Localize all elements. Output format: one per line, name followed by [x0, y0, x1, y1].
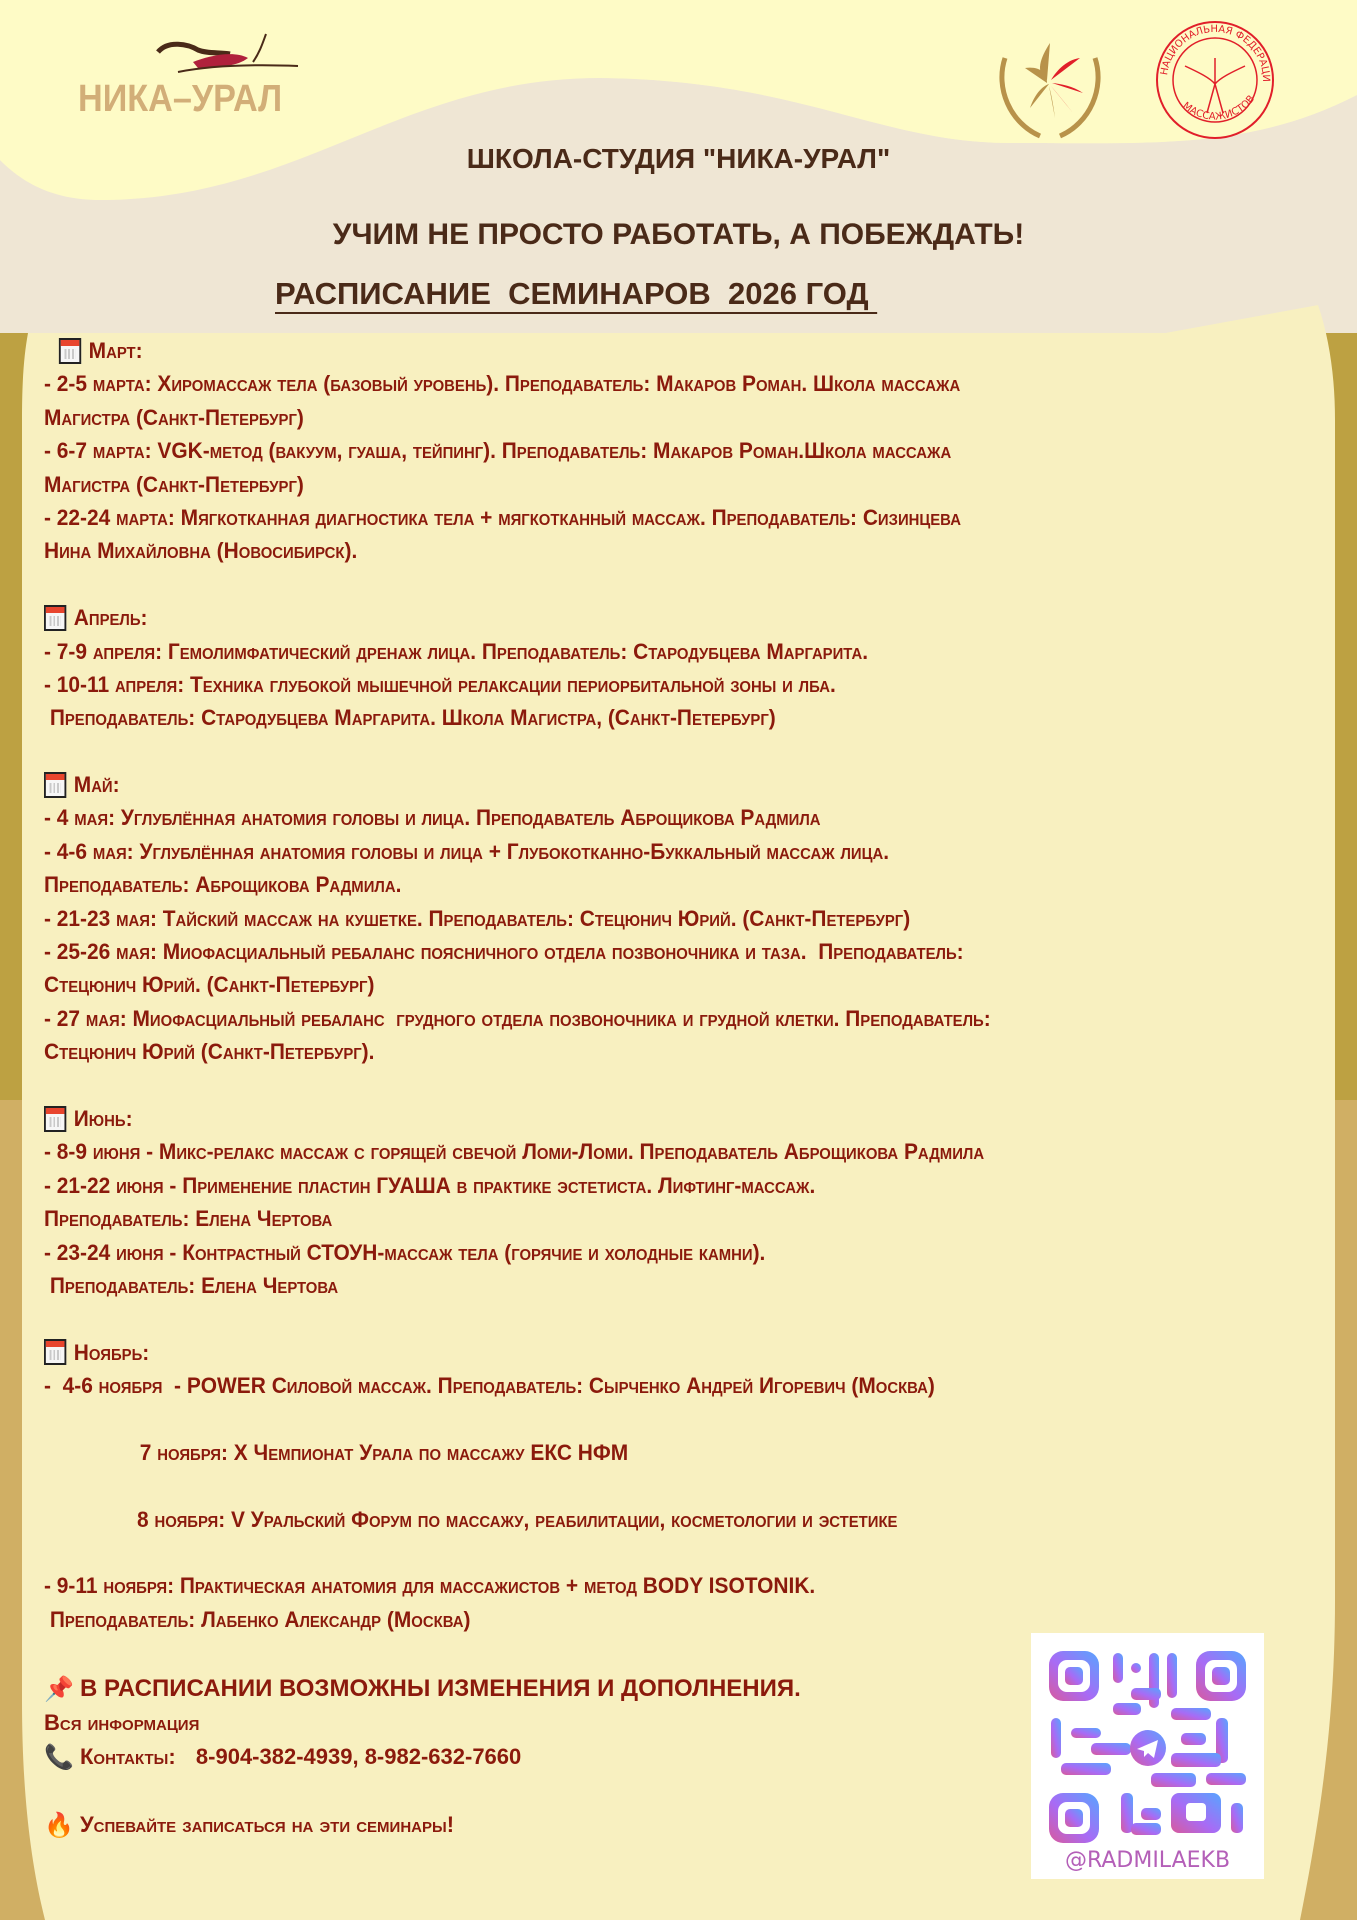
schedule-title: РАСПИСАНИЕ СЕМИНАРОВ 2026 ГОД [275, 276, 878, 311]
info-label: Вся информация [44, 1710, 200, 1735]
seminar-line: Преподаватель: Стародубцева Маргарита. Школа Магистра, (Санкт-Петербург) [44, 705, 776, 731]
contacts: 📞 Контакты: 8-904-382-4939, 8-982-632-7660 [44, 1743, 522, 1771]
phone-icon: 📞 [44, 1743, 74, 1771]
seminar-line: - 23-24 июня - Контрастный СТОУН-массаж тела (горячие и холодные камни). [44, 1239, 766, 1265]
seminar-line: - 21-22 июня - Применение пластин ГУАША в практике эстетиста. Лифтинг-массаж. [44, 1172, 816, 1198]
telegram-handle[interactable]: @RADMILAEKB [1064, 1848, 1231, 1873]
seminar-line: - 27 мая: Миофасциальный ребаланс грудного отдела позвоночника и грудной клетки. Преподаватель: [44, 1005, 991, 1031]
seminar-line: Магистра (Санкт-Петербург) [44, 471, 304, 497]
seminar-line: Преподаватель: Елена Чертова [44, 1206, 333, 1232]
seminar-line: - 7-9 апреля: Гемолимфатический дренаж лица. Преподаватель: Стародубцева Маргарита. [44, 638, 869, 664]
event-line: 8 ноября: V Уральский Форум по массажу, реабилитации, косметологии и эстетике [137, 1506, 898, 1532]
seminar-line: - 21-23 мая: Тайский массаж на кушетке. Преподаватель: Стецюнич Юрий. (Санкт-Петербург) [44, 905, 911, 931]
calendar-icon [44, 1339, 66, 1365]
seminar-line: - 4 мая: Углублённая анатомия головы и лица. Преподаватель Аброщикова Радмила [44, 805, 821, 831]
telegram-qr-code[interactable] [1031, 1633, 1264, 1879]
slogan: УЧИМ НЕ ПРОСТО РАБОТАТЬ, А ПОБЕЖДАТЬ! [332, 218, 1025, 251]
schedule [44, 334, 1314, 1636]
calendar-icon [59, 338, 81, 364]
month-heading-june: Июнь: [44, 1102, 1225, 1135]
month-heading-march: Март: [44, 334, 1225, 367]
logo-text: НИКА–УРАЛ [78, 78, 283, 120]
seminar-line: - 6-7 марта: VGK-метод (вакуум, гуаша, тейпинг). Преподаватель: Макаров Роман.Школа массажа [44, 438, 952, 464]
calendar-icon [44, 772, 66, 798]
contact-phones[interactable]: 8-904-382-4939, 8-982-632-7660 [195, 1744, 522, 1769]
fire-icon: 🔥 [44, 1811, 74, 1839]
seminar-line: Преподаватель: Аброщикова Радмила. [44, 872, 402, 898]
seminar-line: - 4-6 ноября - POWER Силовой массаж. Преподаватель: Сырченко Андрей Игоревич (Москва) [44, 1373, 935, 1399]
notes [44, 1672, 801, 1842]
changes-notice: 📌 В РАСПИСАНИИ ВОЗМОЖНЫ ИЗМЕНЕНИЯ И ДОПОЛНЕНИЯ. [44, 1675, 801, 1703]
seminar-line: - 9-11 ноября: Практическая анатомия для массажистов + метод BODY ISOTONIK. [44, 1573, 816, 1599]
seminar-line: Магистра (Санкт-Петербург) [44, 404, 304, 430]
brand-logo [78, 32, 318, 122]
seminar-line: Стецюнич Юрий. (Санкт-Петербург) [44, 972, 375, 998]
pushpin-icon: 📌 [44, 1675, 74, 1703]
seminar-line: - 10-11 апреля: Техника глубокой мышечной релаксации периорбитальной зоны и лба. [44, 671, 836, 697]
seminar-line: - 25-26 мая: Миофасциальный ребаланс поясничного отдела позвоночника и таза. Преподаватель: [44, 939, 964, 965]
call-to-action: 🔥 Успевайте записаться на эти семинары! [44, 1811, 455, 1839]
school-name: ШКОЛА-СТУДИЯ "НИКА-УРАЛ" [466, 143, 891, 174]
calendar-icon [44, 605, 66, 631]
national-federation-seal-icon [985, 18, 1273, 138]
month-heading-april: Апрель: [44, 601, 1225, 634]
calendar-icon [44, 1106, 66, 1132]
month-heading-november: Ноябрь: [44, 1336, 1225, 1369]
seminar-line: - 8-9 июня - Микс-релакс массаж с горящей свечой Ломи-Ломи. Преподаватель Аброщикова Радмила [44, 1139, 985, 1165]
month-heading-may: Май: [44, 768, 1225, 801]
championship-emblem-icon [1002, 43, 1098, 136]
seminar-line: Нина Михайловна (Новосибирск). [44, 538, 358, 564]
seminar-line: - 22-24 марта: Мягкотканная диагностика тела + мягкотканный массаж. Преподаватель: Сизинцева [44, 504, 961, 530]
masseuse-silhouette-icon [138, 32, 328, 80]
qr-code-icon [1031, 1633, 1264, 1843]
seminar-line: - 4-6 мая: Углублённая анатомия головы и лица + Глубокотканно-Буккальный массаж лица. [44, 838, 890, 864]
event-line: 7 ноября: X Чемпионат Урала по массажу ЕКС НФМ [139, 1439, 629, 1465]
seminar-line: Преподаватель: Елена Чертова [44, 1272, 339, 1298]
svg-text:МАССАЖИСТОВ: МАССАЖИСТОВ [1180, 93, 1258, 123]
seminar-line: Преподаватель: Лабенко Александр (Москва) [44, 1606, 471, 1632]
seminar-line: - 2-5 марта: Хиромассаж тела (базовый уровень). Преподаватель: Макаров Роман. Школа массажа [44, 371, 961, 397]
partner-badges [985, 18, 1285, 143]
svg-text:НАЦИОНАЛЬНАЯ ФЕДЕРАЦИЯ: НАЦИОНАЛЬНАЯ ФЕДЕРАЦИ [1159, 23, 1272, 83]
seminar-line: Стецюнич Юрий (Санкт-Петербург). [44, 1039, 375, 1065]
